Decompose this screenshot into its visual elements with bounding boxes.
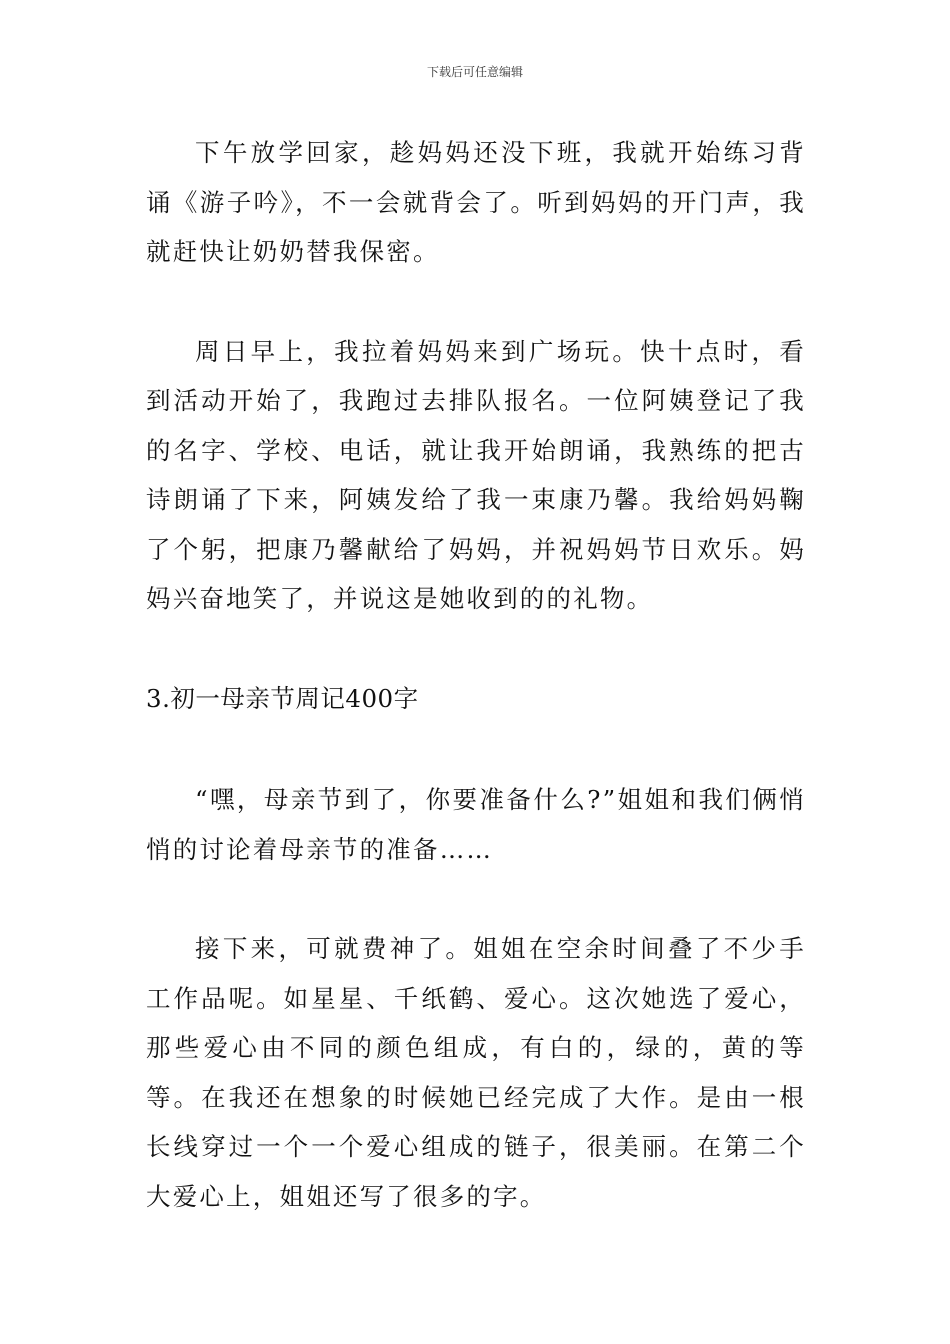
document-body xyxy=(146,128,806,1221)
paragraph: 下午放学回家，趁妈妈还没下班，我就开始练习背诵《游子吟》，不一会就背会了。听到妈妈的开门声，我就赶快让奶奶替我保密。 xyxy=(146,138,806,266)
paragraph: 接下来，可就费神了。姐姐在空余时间叠了不少手工作品呢。如星星、千纸鹤、爱心。这次她选了爱心，那些爱心由不同的颜色组成，有白的，绿的，黄的等等。在我还在想象的时候她已经完成了大作。是由一根长线穿过一个一个爱心组成的链子，很美丽。在第二个大爱心上，姐姐还写了很多的字。 xyxy=(146,934,806,1211)
paragraph: “嘿，母亲节到了，你要准备什么?”姐姐和我们俩悄悄的讨论着母亲节的准备…… xyxy=(146,785,806,864)
paragraph: 周日早上，我拉着妈妈来到广场玩。快十点时，看到活动开始了，我跑过去排队报名。一位阿姨登记了我的名字、学校、电话，就让我开始朗诵，我熟练的把古诗朗诵了下来，阿姨发给了我一束康乃馨。我给妈妈鞠了个躬，把康乃馨献给了妈妈，并祝妈妈节日欢乐。妈妈兴奋地笑了，并说这是她收到的的礼物。 xyxy=(146,336,806,613)
page-header-note: 下载后可任意编辑 xyxy=(426,65,523,79)
section-heading: 3.初一母亲节周记400字 xyxy=(146,683,419,713)
